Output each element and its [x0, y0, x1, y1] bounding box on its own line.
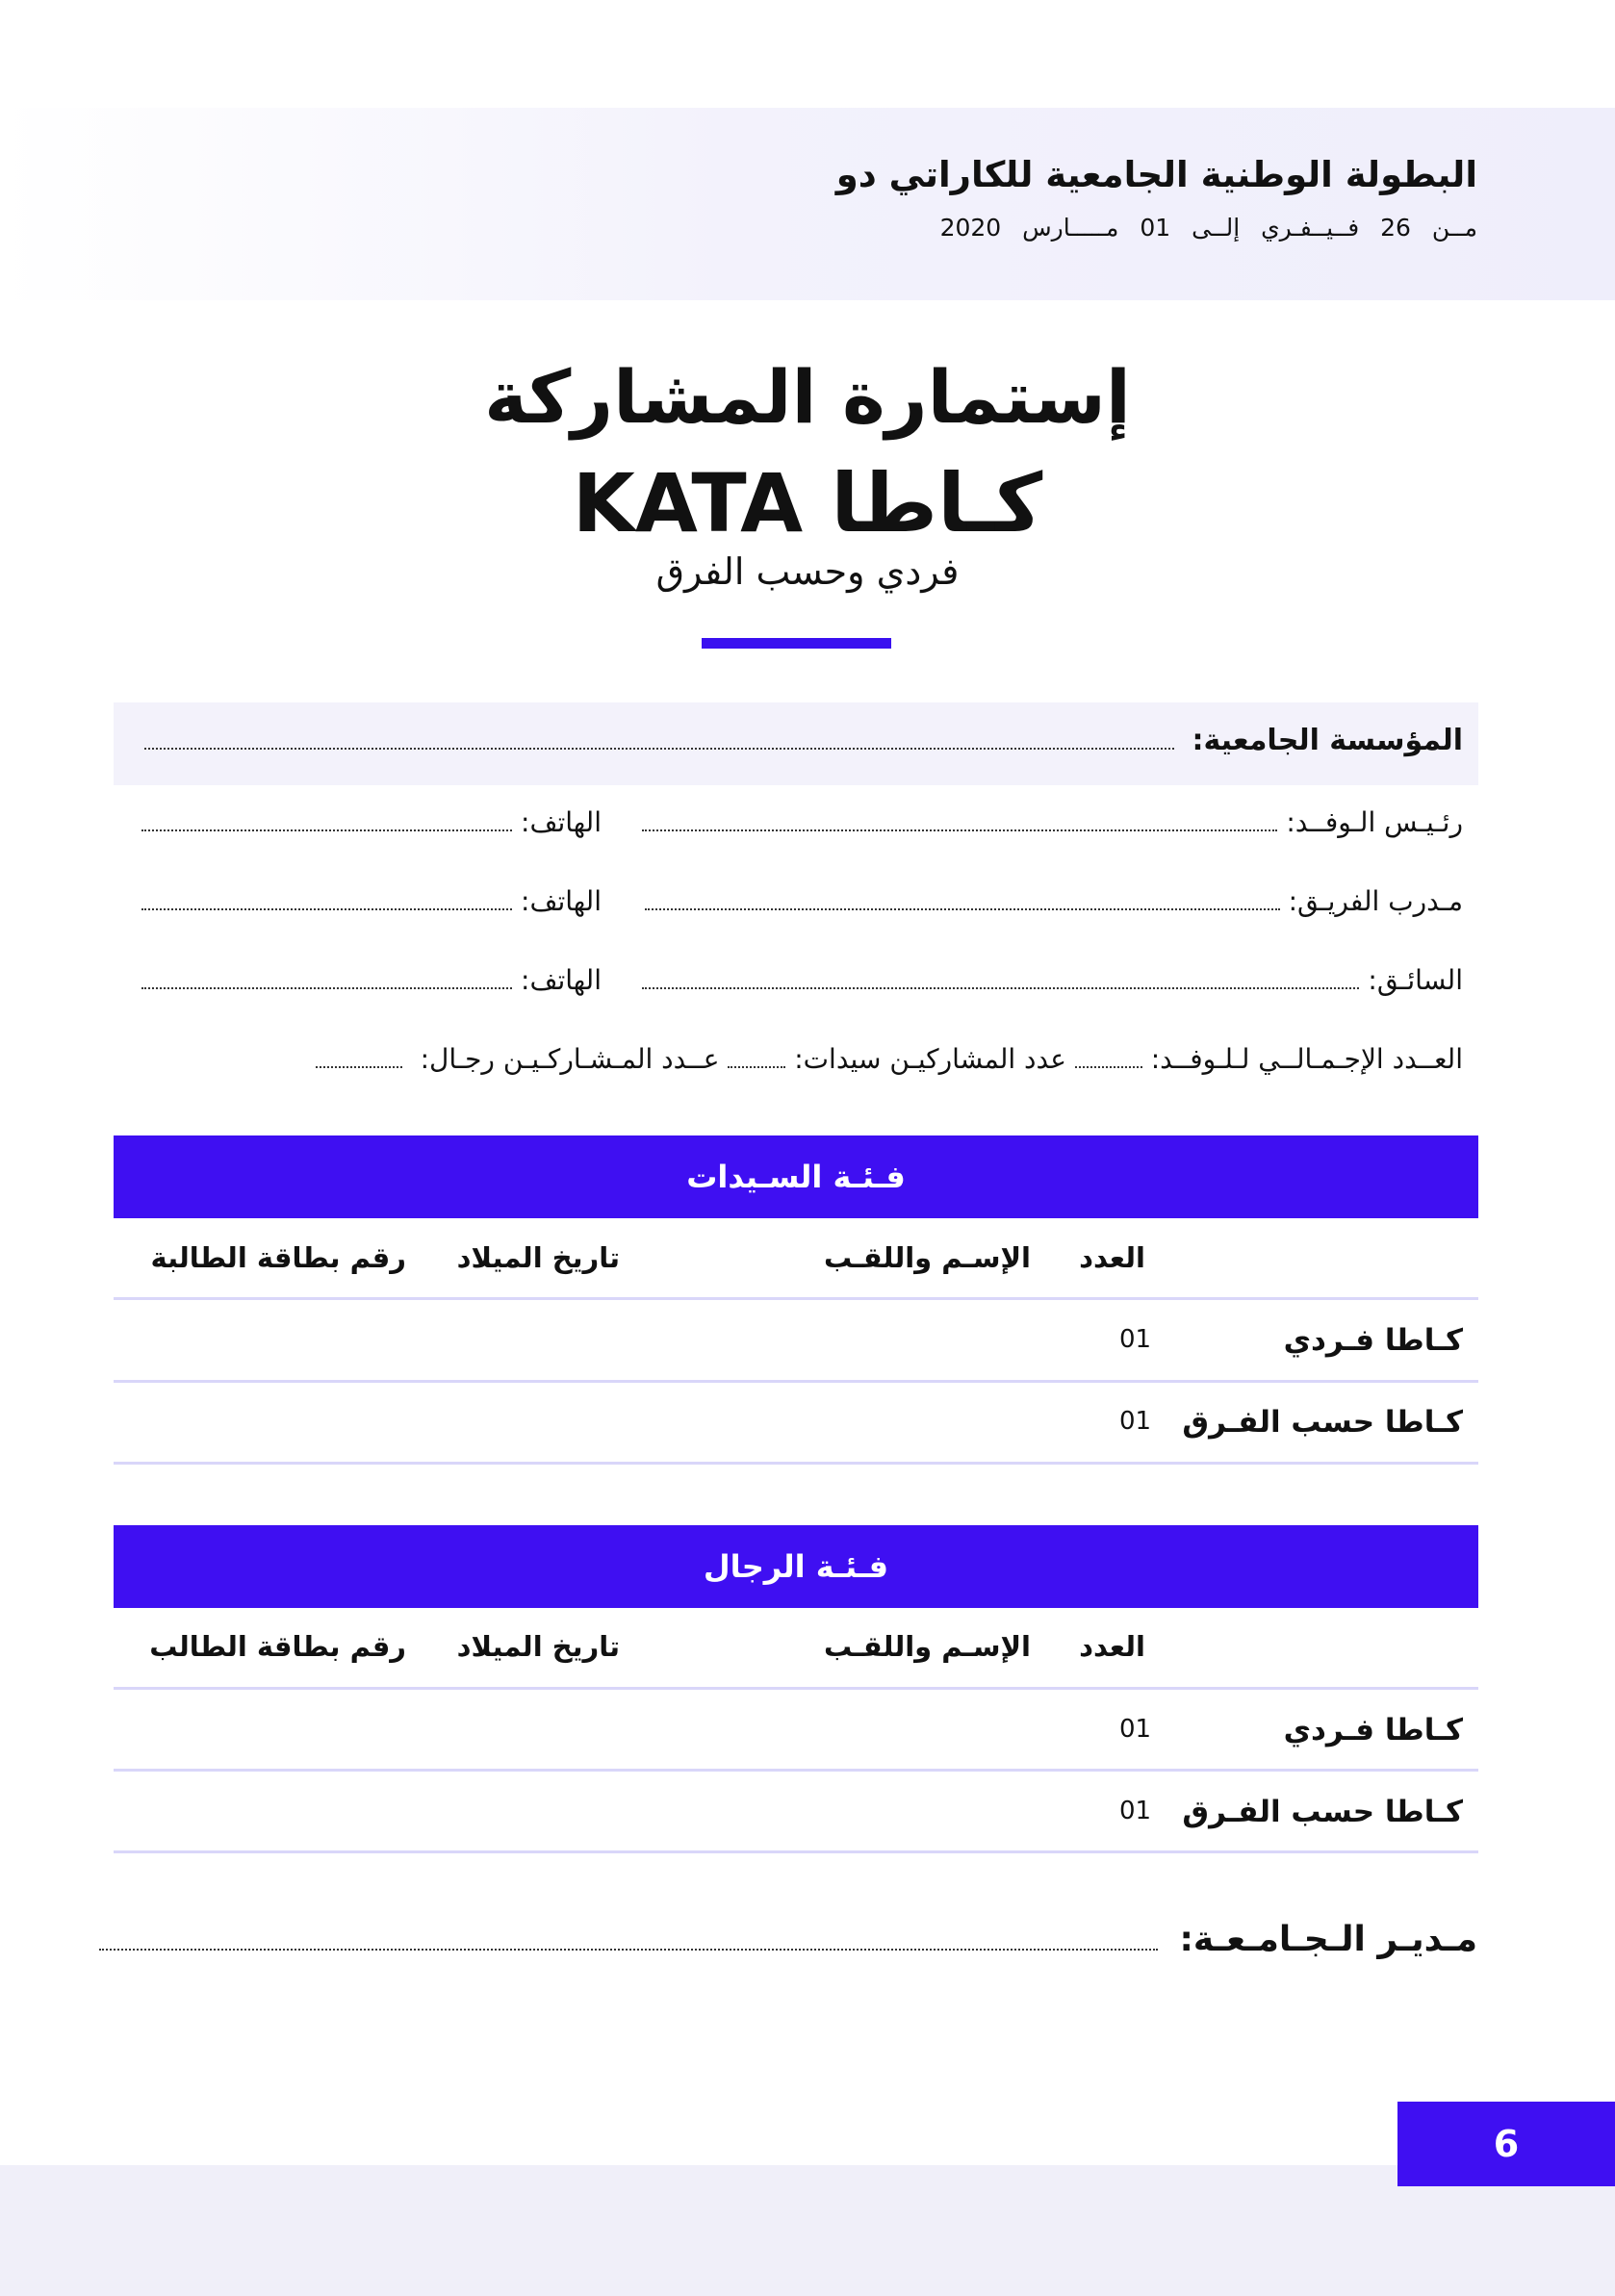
discipline-latin: KATA	[572, 456, 804, 550]
col-name: الإسـم واللقـب	[824, 1630, 1031, 1663]
university-label: المؤسسة الجامعية:	[1192, 724, 1463, 757]
form-discipline	[0, 452, 1615, 554]
driver-phone-field[interactable]	[141, 964, 602, 996]
championship-title: البطولة الوطنية الجامعية للكاراتي دو	[835, 154, 1477, 195]
coach-label: مـدرب الفريـق:	[1288, 885, 1463, 917]
women-row-2-event: كـاطا حسب الفـرق	[1182, 1405, 1463, 1440]
col-birth: تاريخ الميلاد	[456, 1241, 620, 1274]
total-dots	[1075, 1047, 1142, 1068]
men-row-2-count: 01	[1119, 1797, 1152, 1825]
divider	[114, 1462, 1478, 1465]
divider	[114, 1297, 1478, 1300]
divider	[114, 1769, 1478, 1772]
championship-dates: مــن 26 فــيــفـري إلــى 01 مـــــارس 2020	[939, 214, 1477, 242]
page-number: 6	[1397, 2102, 1615, 2186]
divider	[114, 1850, 1478, 1853]
accent-bar	[702, 638, 891, 649]
university-dots	[144, 728, 1174, 750]
men-row-2-event: كـاطا حسب الفـرق	[1182, 1795, 1463, 1829]
divider	[114, 1687, 1478, 1690]
women-count-label: عدد المشاركيـن سيدات:	[794, 1043, 1066, 1075]
women-row-2-count: 01	[1119, 1407, 1152, 1436]
col-count: العدد	[1079, 1241, 1145, 1274]
head-phone-dots	[141, 810, 512, 831]
col-count: العدد	[1079, 1630, 1145, 1663]
director-label: مـديـر الـجـامـعـة:	[1179, 1920, 1477, 1959]
delegation-count-field[interactable]	[316, 1043, 1463, 1075]
women-row-1-event: كـاطا فـردي	[1283, 1323, 1463, 1358]
header-band	[0, 108, 1615, 300]
discipline-arabic: كـاطا	[831, 456, 1043, 550]
coach-phone-label: الهاتف:	[521, 885, 602, 917]
section-men-title: فـئـة الرجال	[114, 1525, 1478, 1608]
coach-field[interactable]	[645, 885, 1463, 917]
coach-dots	[645, 889, 1280, 910]
divider	[114, 1380, 1478, 1383]
director-field[interactable]	[99, 1920, 1477, 1959]
men-row-1-count: 01	[1119, 1715, 1152, 1744]
total-label: العــدد الإجـمـالــي لـلـوفــد:	[1150, 1043, 1463, 1075]
section-women-title: فـئـة السـيدات	[114, 1135, 1478, 1218]
driver-phone-dots	[141, 968, 512, 989]
col-card: رقم بطاقة الطالب	[149, 1630, 406, 1663]
coach-phone-field[interactable]	[141, 885, 602, 917]
driver-field[interactable]	[642, 964, 1463, 996]
driver-dots	[642, 968, 1359, 989]
form-tagline: فردي وحسب الفرق	[655, 550, 960, 593]
head-field[interactable]	[642, 806, 1463, 838]
men-count-label: عــدد المـشـاركـيـن رجـال:	[420, 1043, 720, 1075]
head-dots	[642, 810, 1277, 831]
coach-phone-dots	[141, 889, 512, 910]
col-card: رقم بطاقة الطالبة	[150, 1241, 406, 1274]
driver-label: السائـق:	[1368, 964, 1463, 996]
footer-band	[0, 2165, 1615, 2296]
university-field[interactable]	[144, 724, 1463, 757]
men-row-1-event: كـاطا فـردي	[1283, 1713, 1463, 1748]
col-name: الإسـم واللقـب	[824, 1241, 1031, 1274]
col-birth: تاريخ الميلاد	[456, 1630, 620, 1663]
men-count-dots	[316, 1047, 402, 1068]
form-title: إستمارة المشاركة	[484, 354, 1131, 440]
driver-phone-label: الهاتف:	[521, 964, 602, 996]
head-phone-label: الهاتف:	[521, 806, 602, 838]
head-phone-field[interactable]	[141, 806, 602, 838]
women-count-dots	[728, 1047, 785, 1068]
director-dots	[99, 1927, 1158, 1951]
head-label: رئـيـس الـوفــد:	[1286, 806, 1463, 838]
women-row-1-count: 01	[1119, 1325, 1152, 1354]
